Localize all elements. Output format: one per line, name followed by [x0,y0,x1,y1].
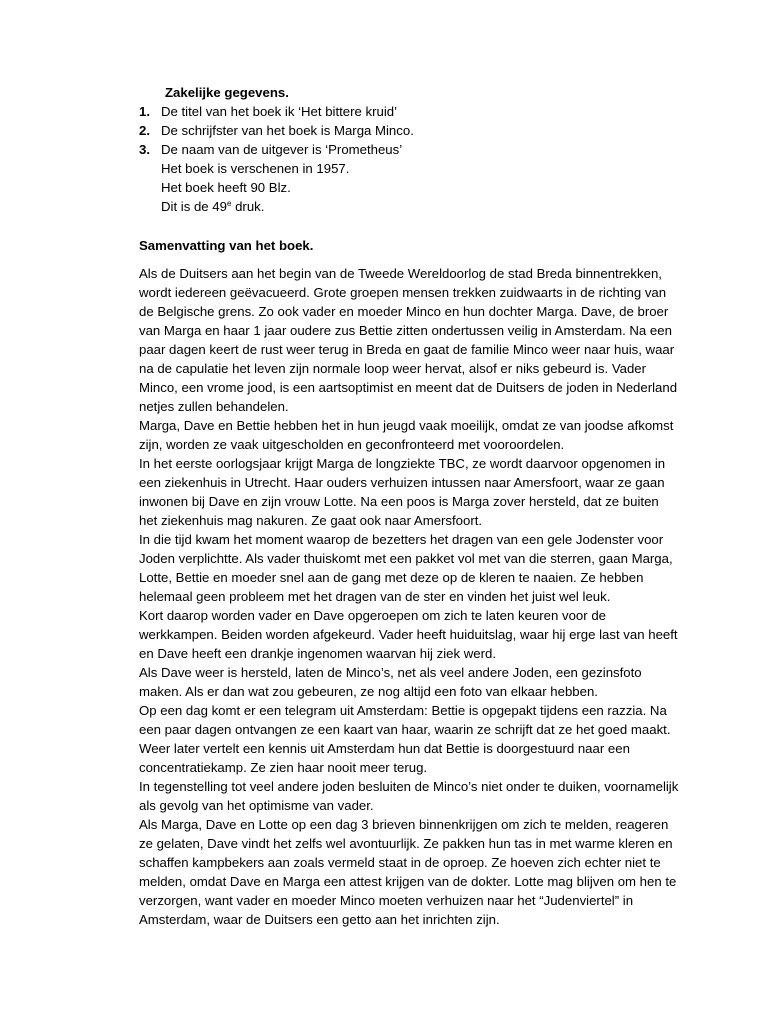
summary-paragraph: Op een dag komt er een telegram uit Amsterdam: Bettie is opgepakt tijdens een razzia. Na een paar dagen ontvangen ze een kaart van haar, waarin ze schrijft dat ze het goed maakt. Weer later vertelt een kennis uit Amsterdam hun dat Bettie is doorgestuurd naar een concentratiekamp. Ze zien haar nooit meer terug. [139,703,671,775]
summary-paragraph: In het eerste oorlogsjaar krijgt Marga de longziekte TBC, ze wordt daarvoor opgenomen in een ziekenhuis in Utrecht. Haar ouders verhuizen intussen naar Amersfoort, waar ze gaan inwonen bij Dave en zijn vrouw Lotte. Na een poos is Marga zover hersteld, dat ze buiten het ziekenhuis mag nakuren. Ze gaat ook naar Amersfoort. [139,456,666,528]
list-text: De schrijfster van het boek is Marga Minco. [161,123,414,138]
print-line [139,197,679,216]
pages-line: Het boek heeft 90 Blz. [161,180,291,195]
list-item [139,140,679,159]
business-heading: Zakelijke gegevens. [165,85,289,100]
list-item [139,121,679,140]
print-superscript: e [226,199,232,208]
facts-list [139,102,679,159]
list-text: De naam van de uitgever is ‘Prometheus’ [161,142,403,157]
summary-paragraph: Als Dave weer is hersteld, laten de Minco’s, net als veel andere Joden, een gezinsfoto maken. Als er dan wat zou gebeuren, ze nog altijd een foto van elkaar hebben. [139,665,642,699]
summary-paragraph: In die tijd kwam het moment waarop de bezetters het dragen van een gele Jodenster voor Joden verplichtte. Als vader thuiskomt met een pakket vol met van die sterren, gaan Marga, Lotte, Bettie en moeder snel aan de gang met deze op de kleren te naaien. Ze hebben helemaal geen probleem met het dragen van de ster en vinden het juist wel leuk. [139,532,673,604]
document-page [139,83,679,929]
summary-paragraph: Als Marga, Dave en Lotte op een dag 3 brieven binnenkrijgen om zich te melden, reageren ze gelaten, Dave vindt het zelfs wel avontuurlijk. Ze pakken hun tas in met warme kleren en schaffen kampbekers aan zoals vermeld staat in de oproep. Ze hoeven zich echter niet te melden, omdat Dave en Marga een attest krijgen van de dokter. Lotte mag blijven om hen te verzorgen, want vader en moeder Minco moeten verhuizen naar het “Judenviertel” in Amsterdam, waar de Duitsers een getto aan het inrichten zijn. [139,817,677,927]
list-number: 2. [139,123,150,138]
print-prefix: Dit is de 49 [161,199,227,214]
summary-paragraph: In tegenstelling tot veel andere joden besluiten de Minco’s niet onder te duiken, voornamelijk als gevolg van het optimisme van vader. [139,779,679,813]
summary-paragraph: Kort daarop worden vader en Dave opgeroepen om zich te laten keuren voor de werkkampen. Beiden worden afgekeurd. Vader heeft huiduitslag, waar hij erge last van heeft en Dave heeft een drankje ingenomen waarvan hij ziek werd. [139,608,678,661]
summary-heading: Samenvatting van het boek. [139,238,314,253]
list-item [139,102,679,121]
published-line: Het boek is verschenen in 1957. [161,161,350,176]
list-number: 3. [139,142,150,157]
summary-paragraph: Marga, Dave en Bettie hebben het in hun jeugd vaak moeilijk, omdat ze van joodse afkomst zijn, worden ze vaak uitgescholden en geconfronteerd met vooroordelen. [139,418,674,452]
print-suffix: druk. [231,199,265,214]
summary-paragraph: Als de Duitsers aan het begin van de Tweede Wereldoorlog de stad Breda binnentrekken, wordt iedereen geëvacueerd. Grote groepen mensen trekken zuidwaarts in de richting van de Belgische grens. Zo ook vader en moeder Minco en hun dochter Marga. Dave, de broer van Marga en haar 1 jaar oudere zus Bettie zitten ondertussen veilig in Amsterdam. Na een paar dagen keert de rust weer terug in Breda en gaat de familie Minco weer naar huis, waar na de capulatie het leven zijn normale loop weer hervat, alsof er niks gebeurd is. Vader Minco, een vrome jood, is een aartsoptimist en meent dat de Duitsers de joden in Nederland netjes zullen behandelen. [139,266,678,414]
list-text: De titel van het boek ik ‘Het bittere kruid’ [161,104,398,119]
list-number: 1. [139,104,150,119]
summary-body [139,264,679,929]
